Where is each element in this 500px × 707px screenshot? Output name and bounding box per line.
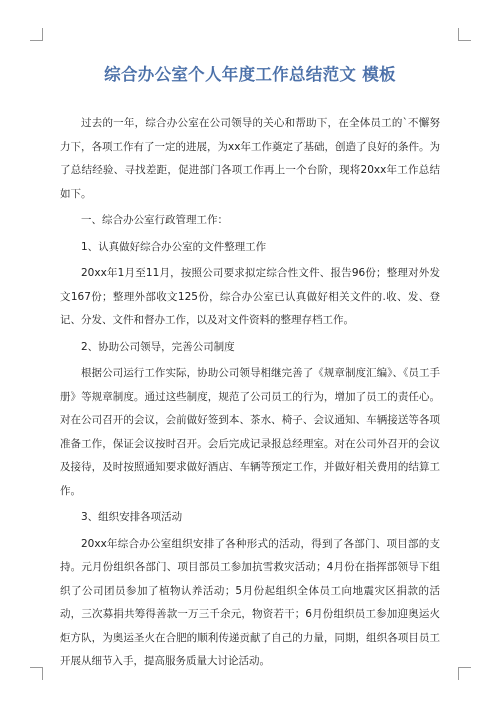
paragraph-activities: 20xx年综合办公室组织安排了各种形式的活动，得到了各部门、项目部的支持。元月份组织各部门、项目部员工参加抗雪救灾活动；4月份在指挥部领导下组织了公司团员参加了植物认养活动；5月份起组织全体员工向地震灾区捐款的活动，三次募捐共筹得善款一万三千余元，物资若干；6月份组织员工参加迎奥运火炬方队，为奥运圣火在合肥的顺利传递贡献了自己的力量，同期，组织各项目员工开展从细节入手，提高服务质量大讨论活动。 <box>60 537 440 667</box>
paragraph-file-management: 20xx年1月至11月，按照公司要求拟定综合性文件、报告96份；整理对外发文167份；整理外部收文125份，综合办公室已认真做好相关文件的.收、发、登记、分发、文件和督办工作，以及对文件资料的整理存档工作。 <box>60 267 440 326</box>
paragraph-assist-leaders: 根据公司运行工作实际，协助公司领导相继完善了《规章制度汇编》、《员工手册》等规章制度。通过这些制度，规范了公司员工的行为，增加了员工的责任心。对在公司召开的会议，会前做好签到本、茶水、椅子、会议通知、车辆接送等各项准备工作，保证会议按时召开。会后完成记录报总经理室。对在公司外召开的会议及接待，及时按照通知要求做好酒店、车辆等预定工作，并做好相关费用的结算工作。 <box>60 367 440 497</box>
document-body <box>60 112 440 674</box>
document-title: 综合办公室个人年度工作总结范文 模板 <box>104 65 396 84</box>
section-heading-admin: 一、综合办公室行政管理工作： <box>81 214 228 226</box>
crop-mark-bottom-left <box>30 667 43 680</box>
crop-mark-top-right <box>458 28 471 41</box>
subheading-activities: 3、组织安排各项活动 <box>81 511 183 523</box>
crop-mark-top-left <box>30 28 43 41</box>
document-page <box>60 62 440 677</box>
subheading-file-management: 1、认真做好综合办公室的文件整理工作 <box>81 240 267 253</box>
crop-mark-bottom-right <box>458 667 471 680</box>
paragraph-intro: 过去的一年，综合办公室在公司领导的关心和帮助下，在全体员工的`不懈努力下，各项工作有了一定的进展，为xx年工作奠定了基础，创造了良好的条件。为了总结经验、寻找差距，促进部门各项工作再上一个台阶，现将20xx年工作总结如下。 <box>60 117 440 200</box>
subheading-assist-leaders: 2、协助公司领导，完善公司制度 <box>81 340 235 353</box>
